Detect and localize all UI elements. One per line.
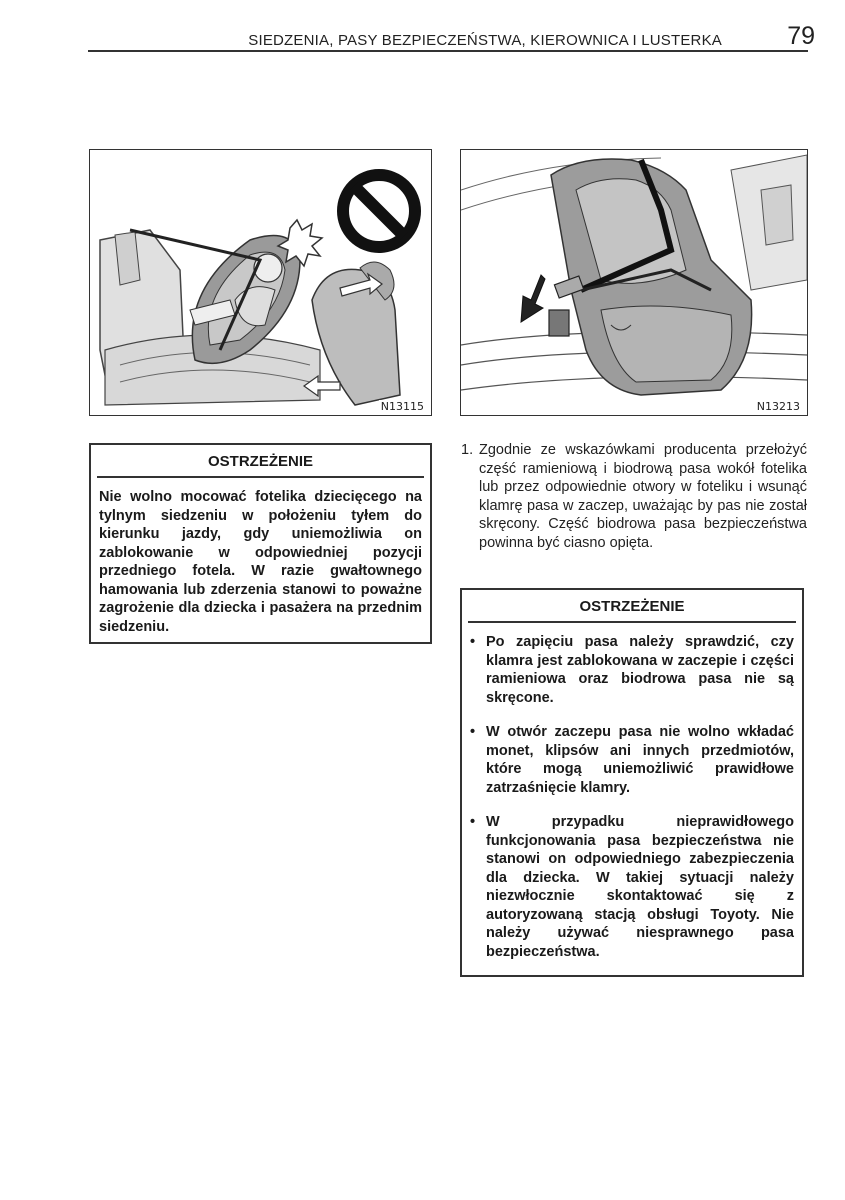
illustration-forward-facing-child-seat [461,150,807,415]
step-text: Zgodnie ze wskazówkami producenta przełożyć część ramieniową i biodrową pasa wokół fotelika lub przez odpowiednie otwory w foteliku i wsunąć klamrę pasa w zaczep, uważając by pas nie został skręcony. Część biodrowa pasa bezpieczeństwa powinna być ciasno opięta. [479,442,807,551]
warning-box-rear-facing [89,443,432,644]
running-header: SIEDZENIA, PASY BEZPIECZEŃSTWA, KIEROWNICA I LUSTERKA [248,32,722,49]
figure-code: N13213 [756,400,800,413]
warning-title: OSTRZEŻENIE [468,590,796,623]
warning-box-belt [460,588,804,977]
bullet-icon: • [470,724,476,740]
figure-belt-routing [460,149,808,416]
warning-bullet-list [462,623,802,961]
page-number: 79 [787,22,815,50]
warning-text: Nie wolno mocować fotelika dziecięcego na tylnym siedzeniu w położeniu tyłem do kierunku jazdy, gdy uniemożliwia on zablokowanie w odpowiedniej pozycji przedniego fotela. W razie gwałtownego hamowania lub zderzenia stanowi to poważne zagrożenie dla dziecka i pasażera na przednim siedzeniu. [99,489,422,635]
header-rule [88,50,808,52]
figure-rear-facing-seat-prohibited [89,149,432,416]
warning-title: OSTRZEŻENIE [97,445,424,478]
bullet-text: W przypadku nieprawidłowego funkcjonowania pasa bezpieczeństwa nie stanowi on odpowiedniego zabezpieczenia dla dziecka. W takiej sytuacji należy niezwłocznie skontaktować się z autoryzowaną stacją obsługi Toyoty. Nie należy używać niesprawnego pasa bezpieczeństwa. [486,814,794,960]
warning-bullet-item [470,723,794,797]
bullet-text: W otwór zaczepu pasa nie wolno wkładać monet, klipsów ani innych przedmiotów, które mogą uniemożliwić prawidłowe zatrzaśnięcie klamry. [486,724,794,796]
bullet-text: Po zapięciu pasa należy sprawdzić, czy klamra jest zablokowana w zaczepie i części ramieniowa oraz biodrowa pasa nie są skręcone. [486,634,794,706]
figure-code: N13115 [380,400,424,413]
warning-bullet-item [470,813,794,961]
bullet-icon: • [470,814,476,830]
step-number: 1. [461,442,474,458]
prohibition-icon [335,167,423,255]
bullet-icon: • [470,634,476,650]
instruction-step-1 [461,441,807,552]
warning-bullet-item [470,633,794,707]
